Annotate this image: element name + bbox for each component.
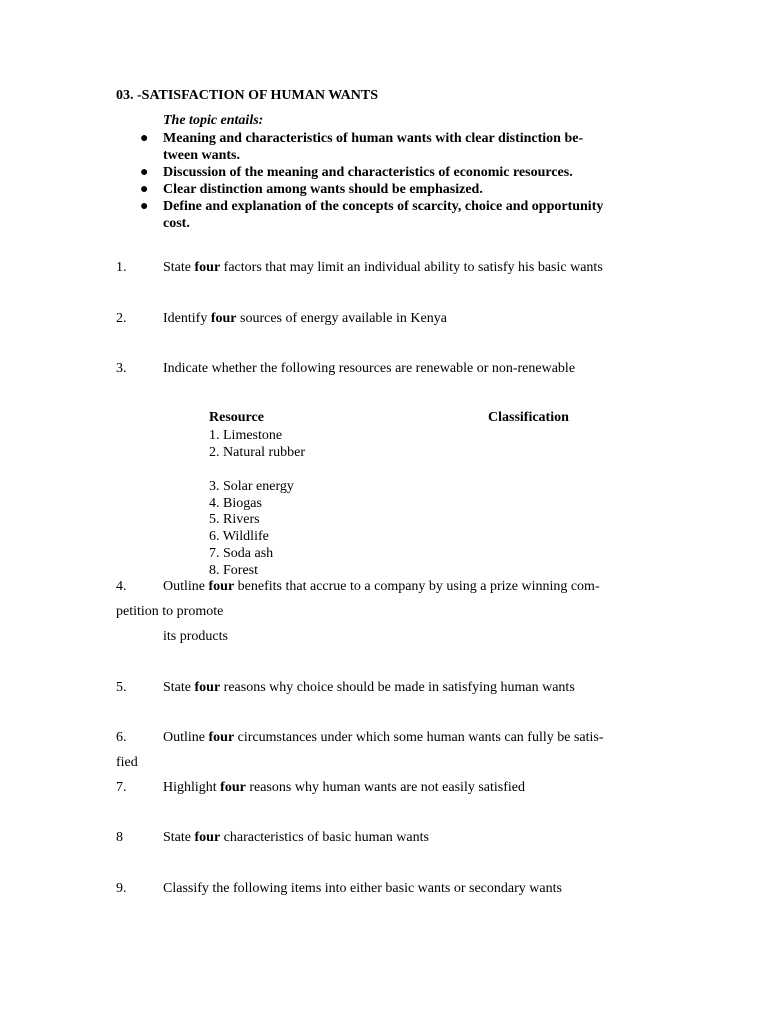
- question-5-number: 5.: [116, 680, 127, 695]
- question-6-post: circumstances under which some human wants can fully be satis-: [234, 730, 604, 745]
- question-7-post: reasons why human wants are not easily satisfied: [245, 780, 525, 795]
- bullet-item: [140, 181, 660, 198]
- bullet-icon: ●: [140, 131, 149, 146]
- question-2-number: 2.: [116, 311, 127, 326]
- bullet-text: Clear distinction among wants should be emphasized.: [163, 182, 483, 197]
- question-7-pre: Highlight: [163, 780, 221, 795]
- bullet-item: [140, 130, 660, 164]
- bullet-text: Discussion of the meaning and characteristics of economic resources.: [163, 165, 573, 180]
- question-6-emphasis: four: [208, 730, 235, 745]
- question-4-continued-2: its products: [163, 629, 228, 644]
- resource-column-header: Resource: [209, 410, 264, 425]
- question-7-emphasis: four: [220, 780, 246, 795]
- bullet-icon: ●: [140, 199, 149, 214]
- topic-entails-label: The topic entails:: [163, 113, 264, 128]
- resource-item: 6. Wildlife: [209, 529, 269, 544]
- bullet-item: [140, 198, 660, 232]
- question-2-post: sources of energy available in Kenya: [236, 311, 447, 326]
- question-3-text: Indicate whether the following resources are renewable or non-renewable: [163, 361, 576, 376]
- question-4-emphasis: four: [208, 579, 235, 594]
- question-9-number: 9.: [116, 881, 127, 896]
- question-1-pre: State: [163, 260, 195, 275]
- bullet-text-continued: cost.: [163, 216, 190, 231]
- page-title: 03. -SATISFACTION OF HUMAN WANTS: [116, 88, 379, 103]
- question-1-emphasis: four: [194, 260, 221, 275]
- question-4-text: [163, 579, 600, 595]
- question-1-post: factors that may limit an individual ability to satisfy his basic wants: [220, 260, 603, 275]
- question-6-pre: Outline: [163, 730, 209, 745]
- resource-item: 4. Biogas: [209, 496, 262, 511]
- classification-column-header: Classification: [488, 410, 569, 425]
- question-5-pre: State: [163, 680, 195, 695]
- question-3-number: 3.: [116, 361, 127, 376]
- resource-item: 7. Soda ash: [209, 546, 274, 561]
- question-4-pre: Outline: [163, 579, 209, 594]
- question-8-emphasis: four: [194, 830, 221, 845]
- question-1-number: 1.: [116, 260, 127, 275]
- bullet-item: [140, 164, 660, 181]
- topic-bullet-list: [140, 130, 660, 232]
- question-8-text: [163, 830, 429, 846]
- resource-item: 1. Limestone: [209, 428, 283, 443]
- question-4-continued: petition to promote: [116, 604, 224, 619]
- bullet-text: Define and explanation of the concepts of scarcity, choice and opportunity: [163, 199, 604, 214]
- resource-item: 2. Natural rubber: [209, 445, 306, 460]
- question-8-pre: State: [163, 830, 195, 845]
- question-8-post: characteristics of basic human wants: [220, 830, 429, 845]
- question-2-emphasis: four: [210, 311, 237, 326]
- bullet-text: Meaning and characteristics of human wants with clear distinction be-: [163, 131, 584, 146]
- question-2-text: [163, 311, 447, 327]
- question-4-post: benefits that accrue to a company by using a prize winning com-: [234, 579, 600, 594]
- bullet-icon: ●: [140, 182, 149, 197]
- question-2-pre: Identify: [163, 311, 211, 326]
- resource-item: 5. Rivers: [209, 512, 260, 527]
- bullet-icon: ●: [140, 165, 149, 180]
- question-5-emphasis: four: [194, 680, 221, 695]
- question-7-number: 7.: [116, 780, 127, 795]
- question-5-text: [163, 680, 575, 696]
- question-6-number: 6.: [116, 730, 127, 745]
- question-9-text: Classify the following items into either basic wants or secondary wants: [163, 881, 562, 896]
- resource-item: 8. Forest: [209, 563, 258, 578]
- question-8-number: 8: [116, 830, 123, 845]
- question-7-text: [163, 780, 525, 796]
- bullet-text-continued: tween wants.: [163, 148, 240, 163]
- question-4-number: 4.: [116, 579, 127, 594]
- resource-item: 3. Solar energy: [209, 479, 294, 494]
- question-6-text: [163, 730, 604, 746]
- question-5-post: reasons why choice should be made in satisfying human wants: [220, 680, 575, 695]
- question-6-continued: fied: [116, 755, 138, 770]
- question-1-text: [163, 260, 603, 276]
